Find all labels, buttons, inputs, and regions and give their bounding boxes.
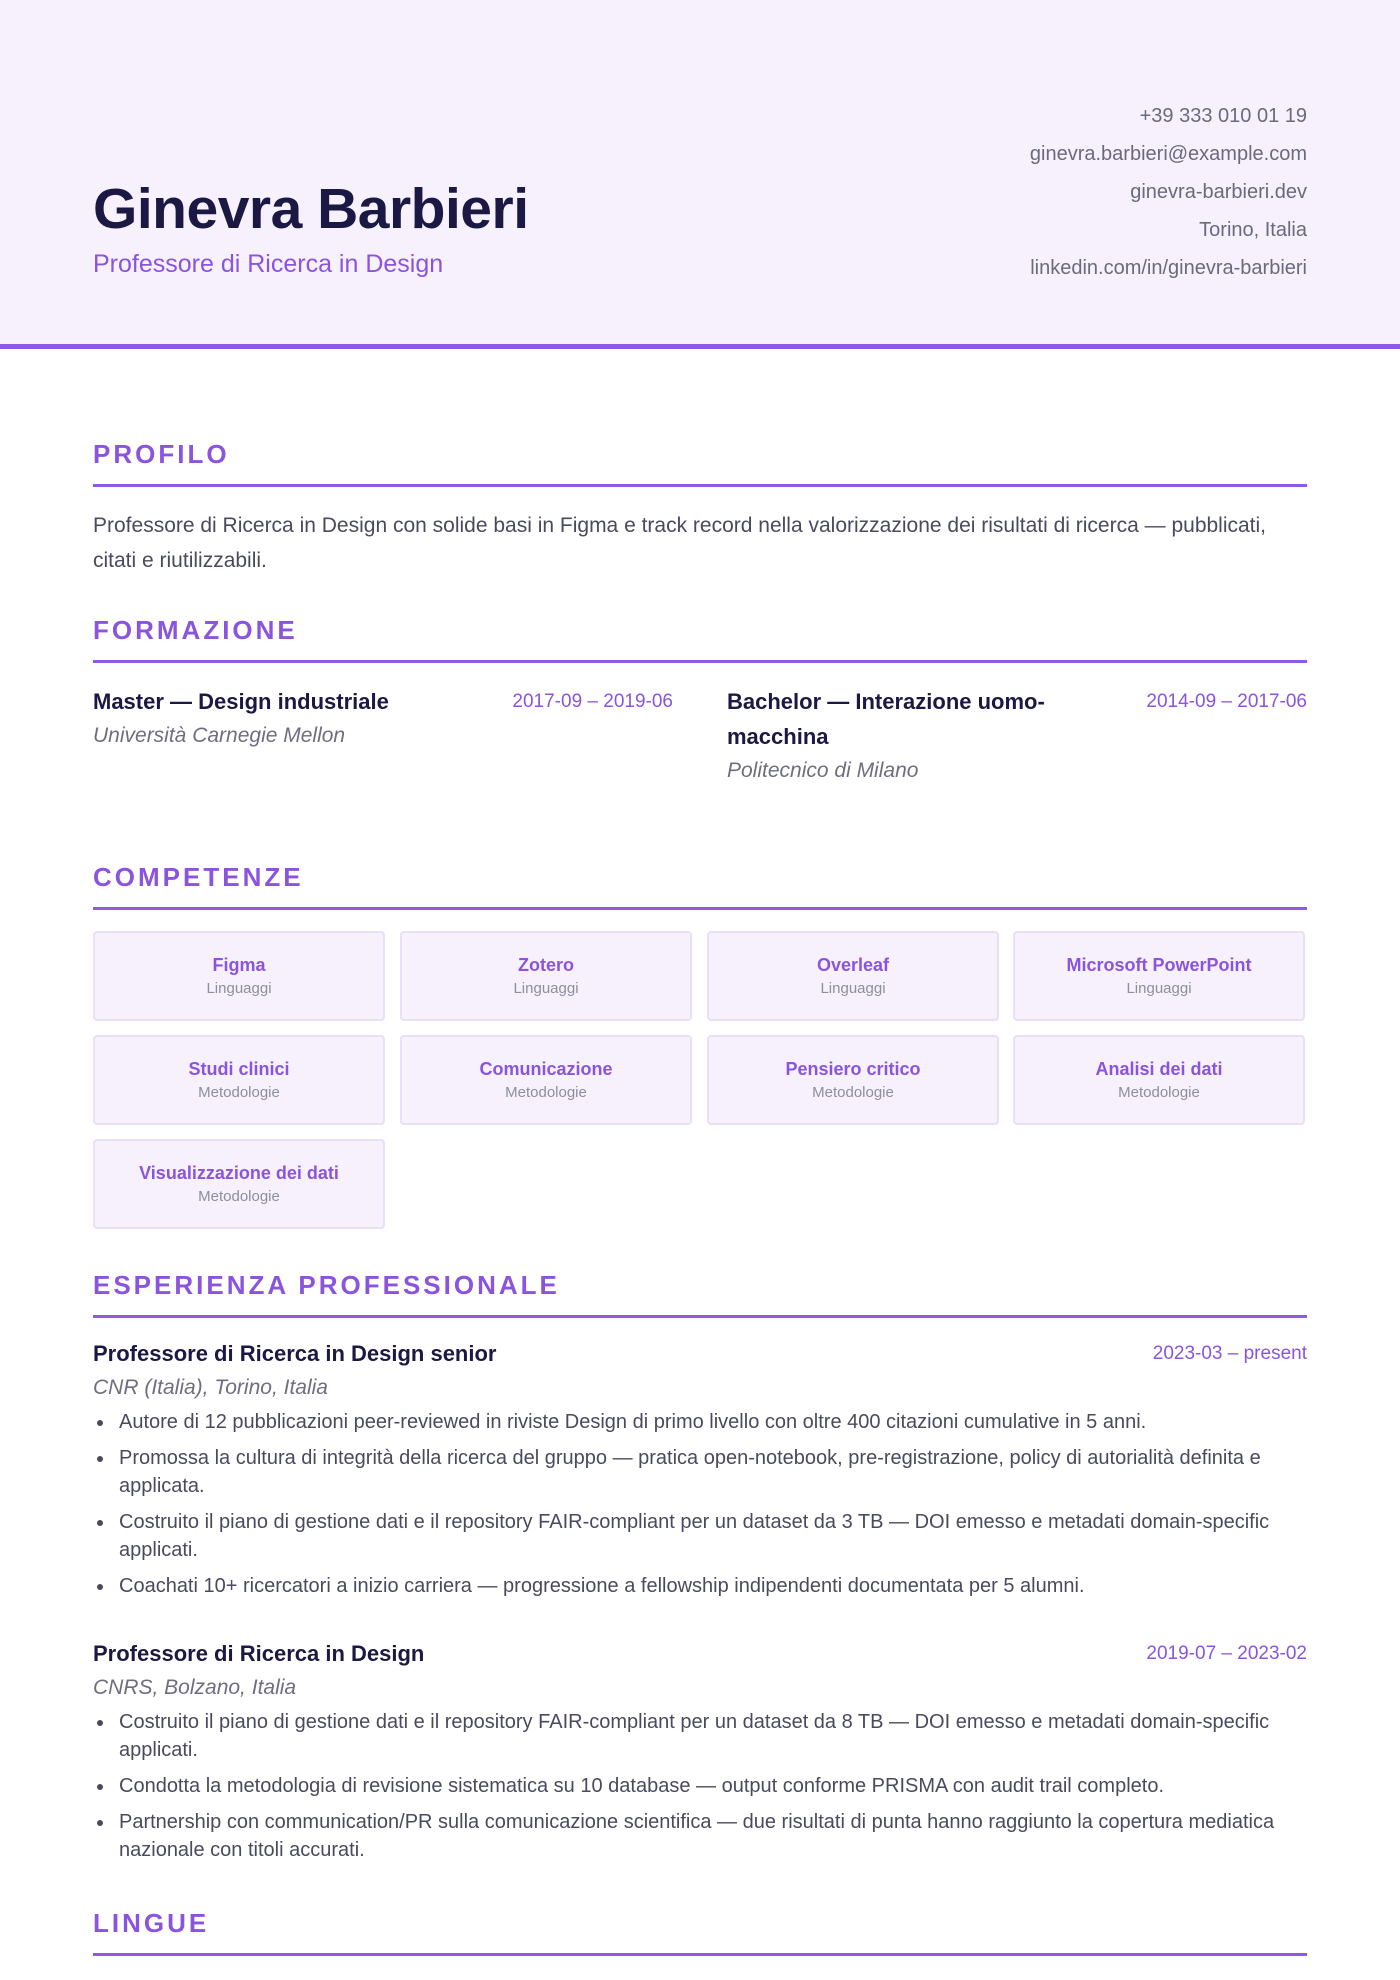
job-role: Professore di Ricerca in Design: [93, 1641, 425, 1666]
candidate-headline: Professore di Ricerca in Design: [93, 250, 444, 278]
skill-card: [1013, 1035, 1305, 1125]
skill-name: Visualizzazione dei dati: [139, 1163, 339, 1183]
skill-card: [707, 1035, 999, 1125]
education-institution: Politecnico di Milano: [727, 759, 919, 782]
job-bullet: Coachati 10+ ricercatori a inizio carriera — progressione a fellowship indipendenti documentata per 5 alumni.: [119, 1572, 1307, 1600]
section-title-profile: PROFILO: [93, 437, 1307, 487]
skill-category: Linguaggi: [1126, 980, 1192, 997]
section-title-experience: ESPERIENZA PROFESSIONALE: [93, 1268, 1307, 1318]
section-title-education: FORMAZIONE: [93, 613, 1307, 663]
skill-card: [400, 931, 692, 1021]
skill-category: Metodologie: [198, 1188, 280, 1205]
candidate-name: Ginevra Barbieri: [93, 177, 529, 241]
job-bullet: Partnership con communication/PR sulla comunicazione scientifica — due risultati di punta hanno raggiunto la copertura mediatica nazionale con titoli accurati.: [119, 1808, 1307, 1864]
education-item: [727, 684, 1307, 787]
job-company: CNRS, Bolzano, Italia: [93, 1676, 297, 1699]
section-title-skills: COMPETENZE: [93, 860, 1307, 910]
skill-name: Microsoft PowerPoint: [1066, 955, 1252, 975]
education-item: [93, 684, 673, 752]
contact-website[interactable]: ginevra-barbieri.dev: [1130, 181, 1307, 203]
job-bullet: Condotta la metodologia di revisione sistematica su 10 database — output conforme PRISMA con audit trail completo.: [119, 1772, 1307, 1800]
contact-location: Torino, Italia: [1199, 219, 1307, 241]
job-dates: 2019-07 – 2023-02: [1146, 1643, 1307, 1664]
job-company: CNR (Italia), Torino, Italia: [93, 1376, 328, 1399]
skill-name: Analisi dei dati: [1095, 1059, 1223, 1079]
education-degree: Master — Design industriale: [93, 689, 389, 714]
skill-card: [707, 931, 999, 1021]
skill-card: [93, 1035, 385, 1125]
skill-name: Overleaf: [816, 955, 890, 975]
job-dates: 2023-03 – present: [1152, 1343, 1307, 1364]
job-bullet: Autore di 12 pubblicazioni peer-reviewed in riviste Design di primo livello con oltre 400 citazioni cumulative in 5 anni.: [119, 1408, 1307, 1436]
experience-item: [93, 1337, 1307, 1608]
contact-linkedin[interactable]: linkedin.com/in/ginevra-barbieri: [1030, 257, 1307, 279]
skill-name: Comunicazione: [479, 1059, 613, 1079]
skill-name: Zotero: [518, 955, 574, 975]
education-degree: Bachelor — Interazione uomo-macchina: [727, 689, 1045, 749]
skill-category: Metodologie: [1118, 1084, 1200, 1101]
education-dates: 2017-09 – 2019-06: [512, 691, 673, 712]
contact-email[interactable]: ginevra.barbieri@example.com: [1029, 143, 1307, 165]
skill-name: Studi clinici: [188, 1059, 290, 1079]
skill-card: [93, 1139, 385, 1229]
skill-category: Metodologie: [505, 1084, 587, 1101]
skill-card: [93, 931, 385, 1021]
resume-header: [0, 0, 1400, 349]
skill-card: [1013, 931, 1305, 1021]
skill-name: Pensiero critico: [785, 1059, 921, 1079]
job-bullet: Costruito il piano di gestione dati e il repository FAIR-compliant per un dataset da 3 TB — DOI emesso e metadati domain-specific applicati.: [119, 1508, 1307, 1564]
education-institution: Università Carnegie Mellon: [93, 724, 346, 747]
skill-category: Linguaggi: [206, 980, 272, 997]
job-bullets: [93, 1408, 1307, 1600]
job-bullets: [93, 1708, 1307, 1864]
skill-card: [400, 1035, 692, 1125]
skill-category: Metodologie: [812, 1084, 894, 1101]
skill-category: Linguaggi: [513, 980, 579, 997]
contact-phone: +39 333 010 01 19: [1139, 105, 1307, 127]
skill-category: Linguaggi: [820, 980, 886, 997]
section-title-languages: LINGUE: [93, 1906, 1307, 1956]
skill-category: Metodologie: [198, 1084, 280, 1101]
experience-item: [93, 1637, 1307, 1872]
skill-name: Figma: [212, 955, 266, 975]
contact-info: [1030, 97, 1307, 287]
job-bullet: Promossa la cultura di integrità della ricerca del gruppo — pratica open-notebook, pre-registrazione, policy di autorialità definita e applicata.: [119, 1444, 1307, 1500]
education-dates: 2014-09 – 2017-06: [1146, 691, 1307, 712]
job-role: Professore di Ricerca in Design senior: [93, 1341, 497, 1366]
profile-summary: Professore di Ricerca in Design con solide basi in Figma e track record nella valorizzazione dei risultati di ricerca — pubblicati, citati e riutilizzabili.: [93, 514, 1267, 572]
job-bullet: Costruito il piano di gestione dati e il repository FAIR-compliant per un dataset da 8 TB — DOI emesso e metadati domain-specific applicati.: [119, 1708, 1307, 1764]
